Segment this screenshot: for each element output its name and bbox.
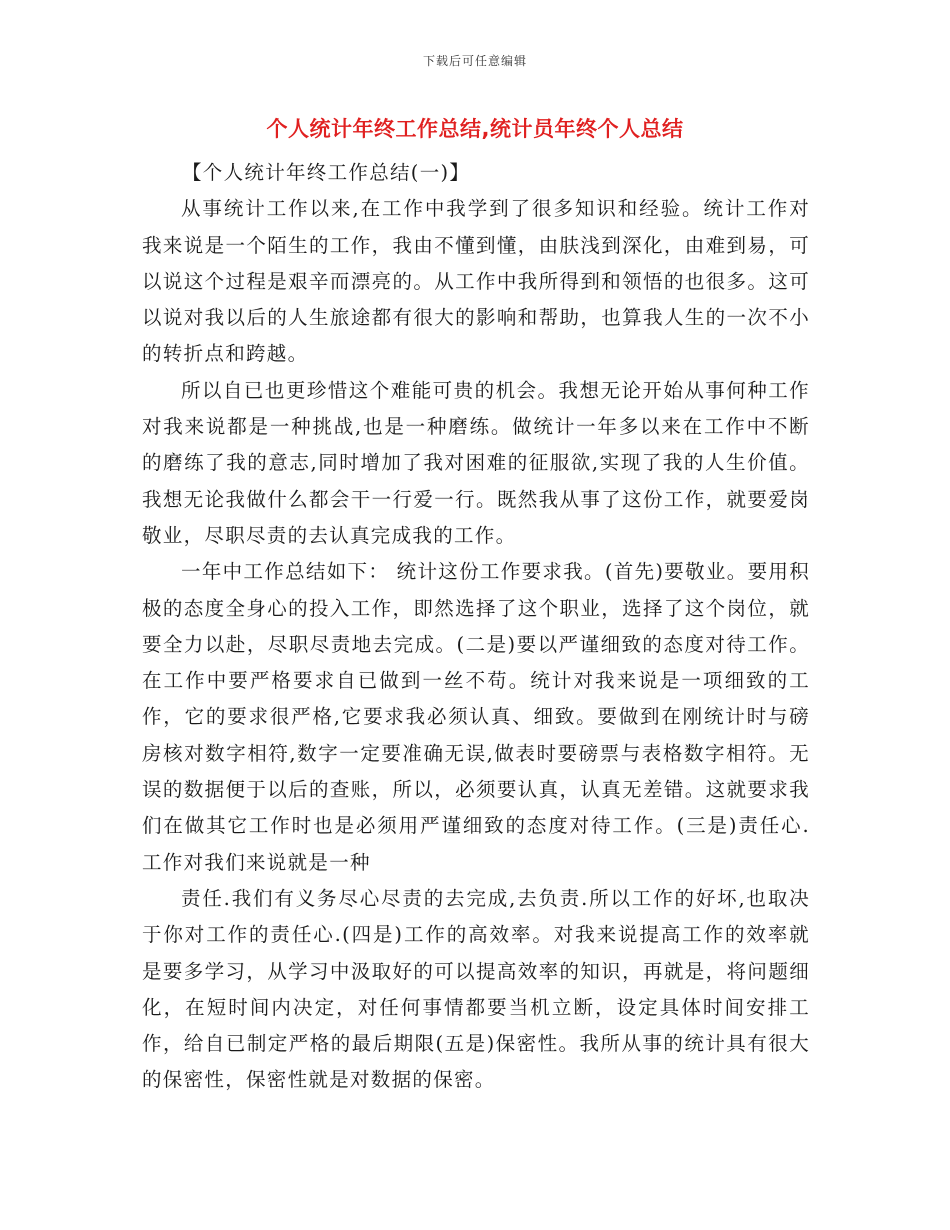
document-title: 个人统计年终工作总结,统计员年终个人总结: [266, 117, 684, 141]
section-heading: 【个人统计年终工作总结(一)】: [182, 161, 471, 184]
paragraph-2: 所以自已也更珍惜这个难能可贵的机会。我想无论开始从事何种工作对我来说都是一种挑战,也是一种磨练。做统计一年多以来在工作中不断的磨练了我的意志,同时增加了我对困难的征服欲,实现了我的人生价值。我想无论我做什么都会干一行爱一行。既然我从事了这份工作，就要爱岗敬业，尽职尽责的去认真完成我的工作。: [142, 378, 810, 547]
paragraph-4: 责任.我们有义务尽心尽责的去完成,去负责.所以工作的好坏,也取决于你对工作的责任心.(四是)工作的高效率。对我来说提高工作的效率就是要多学习，从学习中汲取好的可以提高效率的知识，再就是，将问题细化，在短时间内决定，对任何事情都要当机立断，设定具体时间安排工作，给自已制定严格的最后期限(五是)保密性。我所从事的统计具有很大的保密性，保密性就是对数据的保密。: [142, 886, 810, 1092]
paragraph-3: 一年中工作总结如下： 统计这份工作要求我。(首先)要敬业。要用积极的态度全身心的投入工作，即然选择了这个职业，选择了这个岗位，就要全力以赴，尽职尽责地去完成。(二是)要以严谨细致的态度对待工作。在工作中要严格要求自已做到一丝不苟。统计对我来说是一项细致的工作，它的要求很严格,它要求我必须认真、细致。要做到在刚统计时与磅房核对数字相符,数字一定要准确无误,做表时要磅票与表格数字相符。无误的数据便于以后的查账，所以，必须要认真，认真无差错。这就要求我们在做其它工作时也是必须用严谨细致的态度对待工作。(三是)责任心.工作对我们来说就是一种: [142, 560, 810, 874]
document-body: [142, 155, 810, 1099]
paragraph-1: 从事统计工作以来,在工作中我学到了很多知识和经验。统计工作对我来说是一个陌生的工作，我由不懂到懂，由肤浅到深化，由难到易，可以说这个过程是艰辛而漂亮的。从工作中我所得到和领悟的也很多。这可以说对我以后的人生旅途都有很大的影响和帮助，也算我人生的一次不小的转折点和跨越。: [142, 197, 810, 366]
header-note: 下载后可任意编辑: [422, 54, 527, 68]
